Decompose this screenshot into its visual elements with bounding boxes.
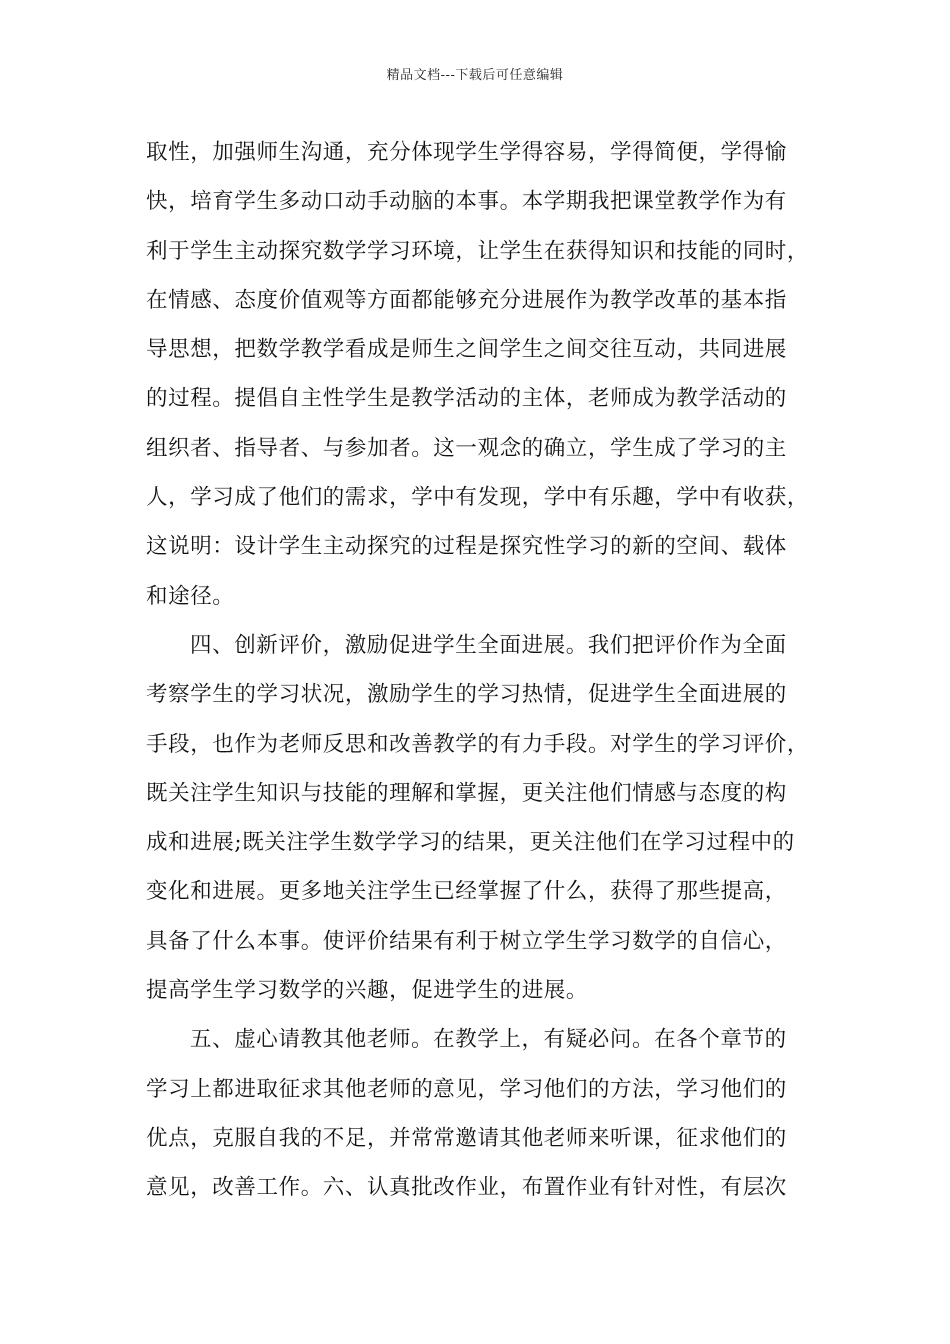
text-line: 考察学生的学习状况，激励学生的学习热情，促进学生全面进展的 xyxy=(146,682,787,708)
text-line: 快，培育学生多动口动手动脑的本事。本学期我把课堂教学作为有 xyxy=(146,189,787,215)
text-line: 这说明：设计学生主动探究的过程是探究性学习的新的空间、载体 xyxy=(146,534,787,560)
text-line: 提高学生学习数学的兴趣，促进学生的进展。 xyxy=(146,978,589,1004)
text-line: 四、创新评价，激励促进学生全面进展。我们把评价作为全面 xyxy=(190,632,787,658)
text-line: 组织者、指导者、与参加者。这一观念的确立，学生成了学习的主 xyxy=(146,435,787,461)
text-line: 在情感、态度价值观等方面都能够充分进展作为教学改革的基本指 xyxy=(146,287,787,313)
text-line: 利于学生主动探究数学学习环境，让学生在获得知识和技能的同时， xyxy=(146,238,810,264)
text-line: 导思想，把数学教学看成是师生之间学生之间交往互动，共同进展 xyxy=(146,337,787,363)
text-line: 意见，改善工作。六、认真批改作业，布置作业有针对性，有层次 xyxy=(146,1175,787,1201)
text-line: 优点，克服自我的不足，并常常邀请其他老师来听课，征求他们的 xyxy=(146,1125,787,1151)
text-line: 手段，也作为老师反思和改善教学的有力手段。对学生的学习评价， xyxy=(146,731,810,757)
body-text xyxy=(146,128,826,1213)
text-line: 既关注学生知识与技能的理解和掌握，更关注他们情感与态度的构 xyxy=(146,780,787,806)
text-line: 人，学习成了他们的需求，学中有发现，学中有乐趣，学中有收获， xyxy=(146,485,810,511)
text-line: 成和进展;既关注学生数学学习的结果，更关注他们在学习过程中的 xyxy=(146,830,795,856)
text-line: 取性，加强师生沟通，充分体现学生学得容易，学得简便，学得愉 xyxy=(146,140,787,165)
text-line: 和途径。 xyxy=(146,583,235,609)
text-line: 具备了什么本事。使评价结果有利于树立学生学习数学的自信心， xyxy=(146,928,787,954)
page-header: 精品文档---下载后可任意编辑 xyxy=(386,68,564,83)
text-line: 变化和进展。更多地关注学生已经掌握了什么，获得了那些提高， xyxy=(146,879,787,905)
text-line: 学习上都进取征求其他老师的意见，学习他们的方法，学习他们的 xyxy=(146,1076,787,1102)
text-line: 的过程。提倡自主性学生是教学活动的主体，老师成为教学活动的 xyxy=(146,386,787,412)
text-line: 五、虚心请教其他老师。在教学上，有疑必问。在各个章节的 xyxy=(190,1027,787,1053)
